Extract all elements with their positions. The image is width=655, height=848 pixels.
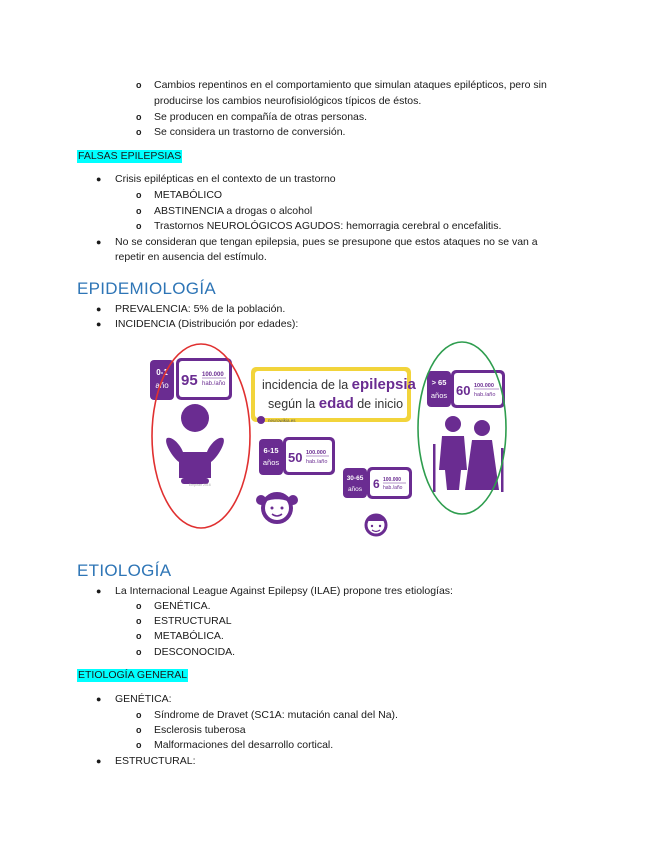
circle-bullet: o: [136, 190, 142, 200]
bullet: ●: [96, 694, 102, 704]
list-item: Malformaciones del desarrollo cortical.: [154, 739, 334, 751]
list-item: No se consideran que tengan epilepsia, pues se presupone que estos ataques no se van a: [115, 236, 538, 248]
source-logo-icon: [257, 416, 265, 424]
list-item: ESTRUCTURAL:: [115, 755, 196, 767]
list-item: DESCONOCIDA.: [154, 646, 236, 658]
circle-bullet: o: [136, 631, 142, 641]
list-item: Síndrome de Dravet (SC1A: mutación canal del Na).: [154, 709, 398, 721]
list-item: METABÓLICO: [154, 189, 223, 201]
list-item: ABSTINENCIA a drogas o alcohol: [154, 205, 313, 217]
circle-bullet: o: [136, 725, 142, 735]
age-label: > 65: [431, 378, 447, 387]
incidence-value: 50: [288, 450, 303, 465]
source-label: neurowikia.es: [268, 418, 296, 423]
bullet: ●: [96, 586, 102, 596]
circle-bullet: o: [136, 206, 142, 216]
circle-bullet: o: [136, 127, 142, 137]
list-item: Trastornos NEUROLÓGICOS AGUDOS: hemorragia cerebral o encefalitis.: [154, 220, 502, 232]
list-item: Se producen en compañía de otras personas.: [154, 111, 368, 123]
bullet: ●: [96, 319, 102, 329]
age-unit: años: [262, 458, 280, 467]
list-item: METABÓLICA.: [154, 630, 224, 642]
incidence-infographic: [145, 340, 520, 540]
svg-text:Empiran 2016: Empiran 2016: [189, 483, 211, 487]
list-item: Cambios repentinos en el comportamiento que simulan ataques epilépticos, pero sin: [154, 79, 547, 91]
circle-bullet: o: [136, 740, 142, 750]
incidence-value: 60: [456, 383, 471, 398]
list-item: ESTRUCTURAL: [154, 615, 232, 627]
bullet: ●: [96, 304, 102, 314]
circle-bullet: o: [136, 616, 142, 626]
age-badge: [343, 468, 367, 498]
bullet: ●: [96, 237, 102, 247]
list-item: producirse los cambios neurofisiológicos típicos de éstos.: [154, 95, 422, 107]
adult-face-icon: [366, 514, 386, 535]
circle-bullet: o: [136, 112, 142, 122]
bullet: ●: [96, 756, 102, 766]
age-label: 6-15: [263, 446, 279, 455]
unit-top: 100.000: [474, 383, 494, 389]
unit-top: 100.000: [383, 477, 402, 483]
circle-bullet: o: [136, 601, 142, 611]
section-title-etiologia: ETIOLOGÍA: [77, 561, 172, 580]
unit-bottom: hab./año: [383, 485, 403, 491]
infographic-title-line2: según la edad de inicio: [268, 395, 404, 412]
circle-bullet: o: [136, 80, 142, 90]
unit-bottom: hab./año: [474, 392, 496, 398]
circle-bullet: o: [136, 647, 142, 657]
list-item: La Internacional League Against Epilepsy (ILAE) propone tres etiologías:: [115, 585, 453, 597]
age-unit: año: [155, 381, 169, 390]
age-badge: [427, 371, 451, 407]
incidence-value: 6: [373, 477, 380, 491]
circle-bullet: o: [136, 710, 142, 720]
incidence-value: 95: [181, 372, 198, 389]
unit-bottom: hab./año: [202, 381, 226, 387]
unit-top: 100.000: [202, 372, 224, 378]
list-item: Crisis epilépticas en el contexto de un trastorno: [115, 173, 336, 185]
circle-bullet: o: [136, 221, 142, 231]
section-heading-etiologia-general: ETIOLOGÍA GENERAL: [78, 669, 188, 681]
list-item: GENÉTICA.: [154, 600, 211, 612]
list-item: Se considera un trastorno de conversión.: [154, 126, 346, 138]
age-label: 30-65: [346, 475, 364, 482]
section-heading-falsas: FALSAS EPILEPSIAS: [78, 150, 182, 162]
infographic-title-line1: incidencia de la epilepsia: [262, 376, 416, 393]
list-item: PREVALENCIA: 5% de la población.: [115, 303, 286, 315]
bullet: ●: [96, 174, 102, 184]
age-unit: años: [347, 486, 363, 493]
age-unit: años: [430, 391, 448, 400]
list-item: INCIDENCIA (Distribución por edades):: [115, 318, 299, 330]
unit-bottom: hab./año: [306, 459, 328, 465]
list-item: GENÉTICA:: [115, 693, 172, 705]
list-item: Esclerosis tuberosa: [154, 724, 246, 736]
list-item: repetir en ausencia del estímulo.: [115, 251, 267, 263]
age-badge: [259, 439, 283, 475]
age-label: 0-1: [156, 368, 168, 377]
unit-top: 100.000: [306, 450, 326, 456]
section-title-epidemiologia: EPIDEMIOLOGÍA: [77, 279, 216, 298]
